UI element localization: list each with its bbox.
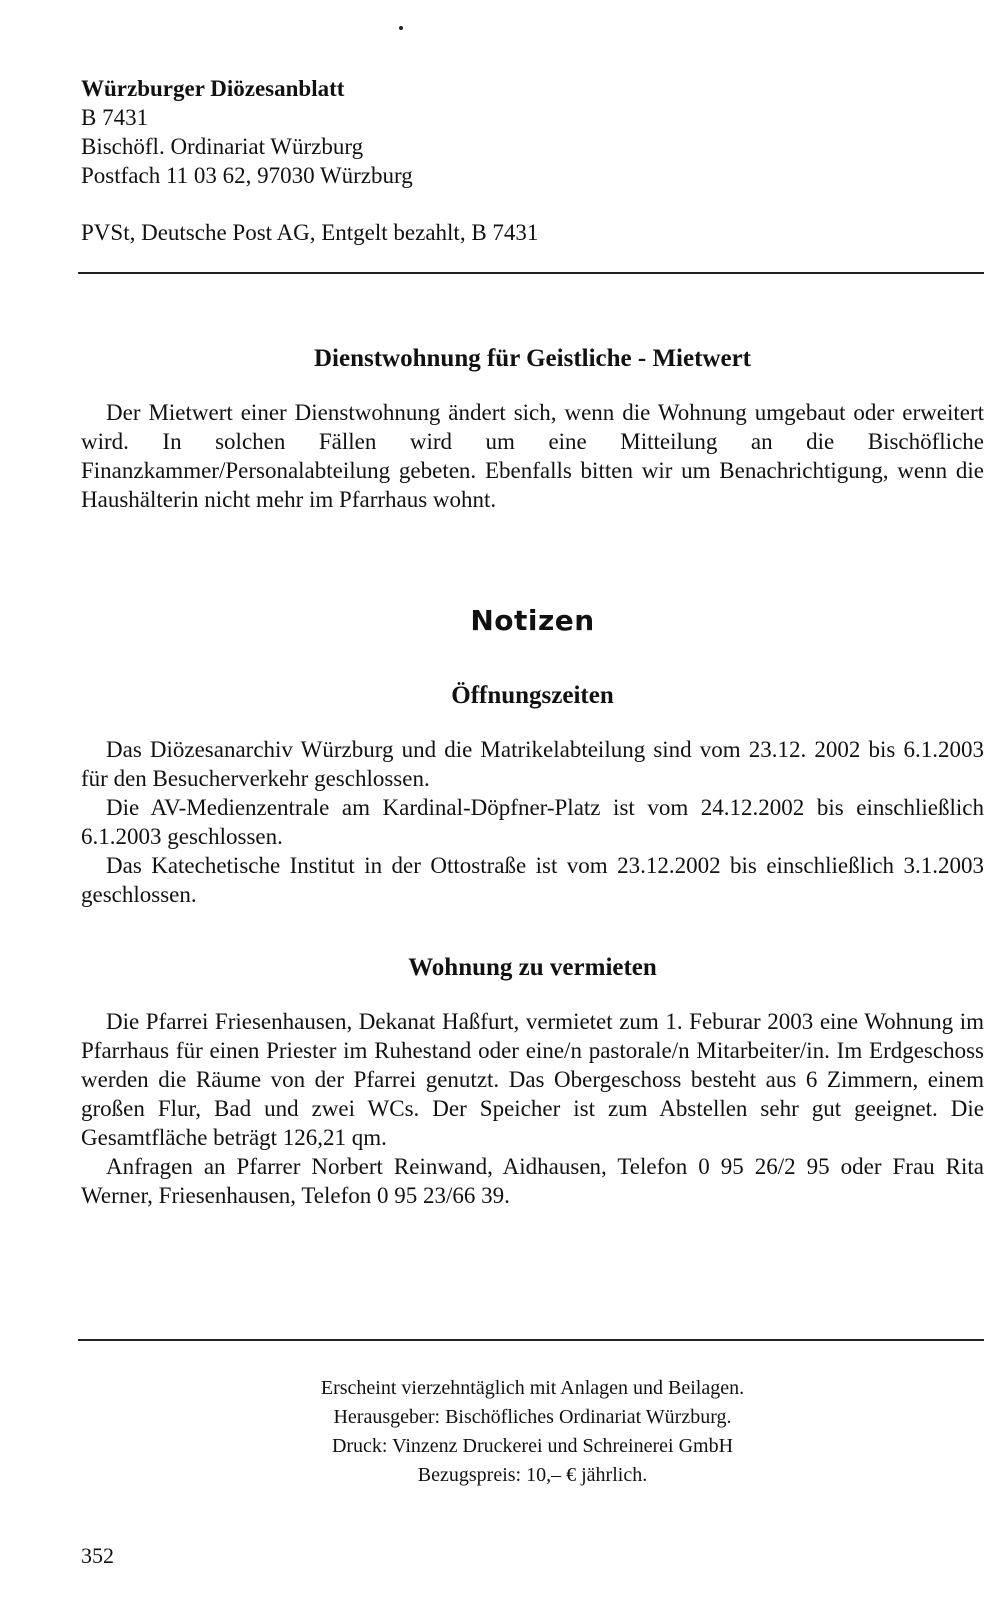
section-heading-dienstwohnung: Dienstwohnung für Geistliche - Mietwert: [314, 345, 751, 372]
paragraph: Die Pfarrei Friesenhausen, Dekanat Haßfurt, vermietet zum 1. Feburar 2003 eine Wohnung im Pfarrhaus für einen Priester im Ruhestand oder eine/n pastorale/n Mitarbeiter/in. Im Erdgeschoss werden die Räume von der Pfarrei genutzt. Das Obergeschoss besteht aus 6 Zimmern, einem großen Flur, Bad und zwei WCs. Der Speicher ist zum Abstellen sehr gut geeignet. Die Gesamtfläche beträgt 126,21 qm.: [81, 1009, 984, 1150]
publisher-address: Postfach 11 03 62, 97030 Würzburg: [81, 163, 413, 188]
publication-title: Würzburger Diözesanblatt: [81, 76, 345, 101]
paragraph: Die AV-Medienzentrale am Kardinal-Döpfner-Platz ist vom 24.12.2002 bis einschließlich 6.1.2003 geschlossen.: [81, 795, 984, 849]
paragraph: Der Mietwert einer Dienstwohnung ändert sich, wenn die Wohnung umgebaut oder erweitert wird. In solchen Fällen wird um eine Mitteilung an die Bischöfliche Finanzkammer/Personalabteilung gebeten. Ebenfalls bitten wir um Benachrichtigung, wenn die Haushälterin nicht mehr im Pfarrhaus wohnt.: [81, 400, 984, 512]
publication-number: B 7431: [81, 105, 149, 130]
section-heading-oeffnungszeiten: Öffnungszeiten: [451, 682, 614, 709]
print-speck: [399, 26, 403, 30]
section-body-dienstwohnung: [81, 398, 984, 514]
page-number: 352: [81, 1543, 114, 1568]
section-body-oeffnungszeiten: [81, 735, 984, 909]
section-heading-notizen: Notizen: [470, 604, 595, 637]
paragraph: Das Diözesanarchiv Würzburg und die Matrikelabteilung sind vom 23.12. 2002 bis 6.1.2003 für den Besucherverkehr geschlossen.: [81, 737, 984, 791]
imprint-printer: Druck: Vinzenz Druckerei und Schreinerei GmbH: [331, 1435, 734, 1457]
publisher-name: Bischöfl. Ordinariat Würzburg: [81, 134, 364, 159]
address-header: [81, 74, 413, 190]
imprint-footer: [81, 1374, 984, 1490]
top-divider: [78, 272, 984, 274]
paragraph: Anfragen an Pfarrer Norbert Reinwand, Aidhausen, Telefon 0 95 26/2 95 oder Frau Rita Werner, Friesenhausen, Telefon 0 95 23/66 39.: [81, 1154, 984, 1208]
bottom-divider: [78, 1339, 984, 1341]
paragraph: Das Katechetische Institut in der Ottostraße ist vom 23.12.2002 bis einschließlich 3.1.2003 geschlossen.: [81, 853, 984, 907]
postage-notice: PVSt, Deutsche Post AG, Entgelt bezahlt, B 7431: [81, 220, 539, 245]
section-body-wohnung: [81, 1007, 984, 1210]
imprint-price: Bezugspreis: 10,– € jährlich.: [417, 1464, 648, 1486]
imprint-publisher: Herausgeber: Bischöfliches Ordinariat Würzburg.: [333, 1406, 732, 1428]
imprint-frequency: Erscheint vierzehntäglich mit Anlagen und Beilagen.: [320, 1377, 745, 1399]
section-heading-wohnung: Wohnung zu vermieten: [408, 954, 657, 981]
